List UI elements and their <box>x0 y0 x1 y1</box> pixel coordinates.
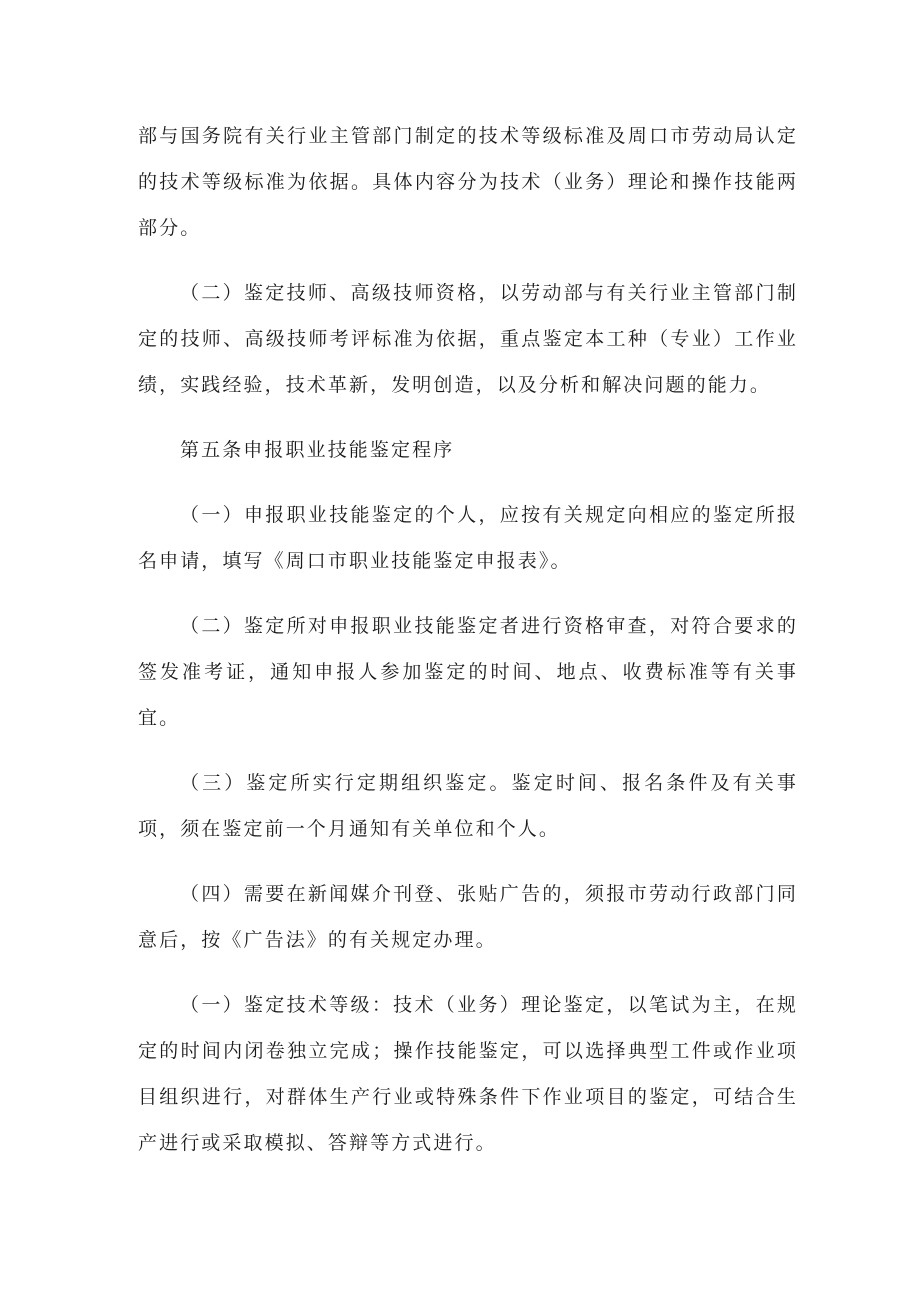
paragraph-advertising: （四）需要在新闻媒介刊登、张贴广告的，须报市劳动行政部门同意后，按《广告法》的有关规定办理。 <box>138 883 798 951</box>
paragraph-continuation: 部与国务院有关行业主管部门制定的技术等级标准及周口市劳动局认定的技术等级标准为依据。具体内容分为技术（业务）理论和操作技能两部分。 <box>138 125 798 239</box>
paragraph-periodic-assessment: （三）鉴定所实行定期组织鉴定。鉴定时间、报名条件及有关事项，须在鉴定前一个月通知有关单位和个人。 <box>138 772 798 840</box>
paragraph-assessment-method: （一）鉴定技术等级：技术（业务）理论鉴定，以笔试为主，在规定的时间内闭卷独立完成；操作技能鉴定，可以选择典型工件或作业项目组织进行，对群体生产行业或特殊条件下作业项目的鉴定，可结合生产进行或采取模拟、答辩等方式进行。 <box>138 994 798 1154</box>
paragraph-technician-qualification: （二）鉴定技师、高级技师资格，以劳动部与有关行业主管部门制定的技师、高级技师考评标准为依据，重点鉴定本工种（专业）工作业绩，实践经验，技术革新，发明创造，以及分析和解决问题的能力。 <box>138 282 798 396</box>
article-five-heading: 第五条申报职业技能鉴定程序 <box>180 439 455 461</box>
document-body <box>138 113 798 1185</box>
paragraph-qualification-review: （二）鉴定所对申报职业技能鉴定者进行资格审查，对符合要求的签发准考证，通知申报人参加鉴定的时间、地点、收费标准等有关事宜。 <box>138 615 798 729</box>
paragraph-application: （一）申报职业技能鉴定的个人，应按有关规定向相应的鉴定所报名申请，填写《周口市职业技能鉴定申报表》。 <box>138 504 798 572</box>
